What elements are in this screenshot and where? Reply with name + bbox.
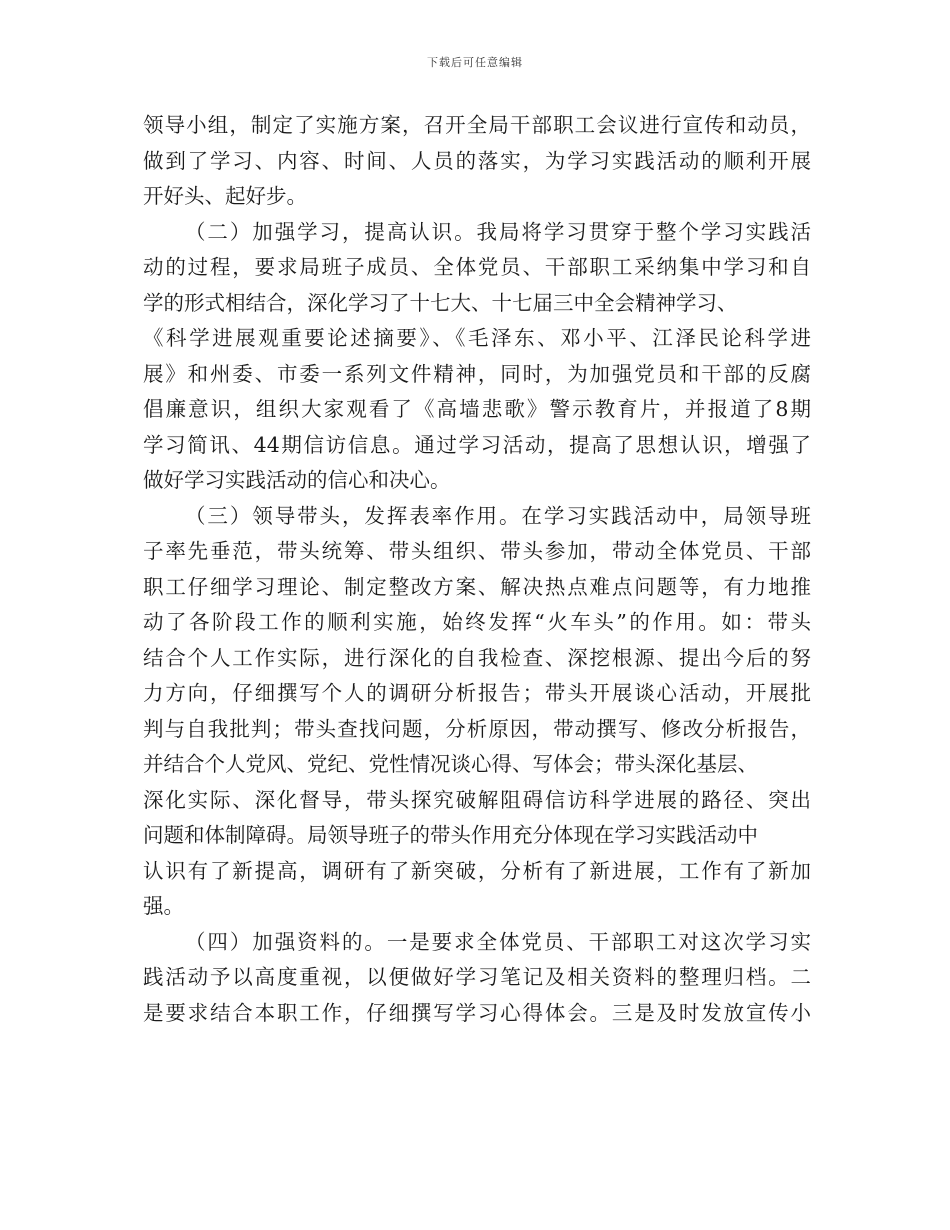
text-line: （四）加强资料的。一是要求全体党员、干部职工对这次学习实 — [185, 929, 811, 954]
document-body — [143, 108, 811, 1031]
text-line: 学习简讯、44期信访信息。通过学习活动，提高了思想认识，增强了 — [143, 432, 811, 457]
text-line: 并结合个人党风、党纪、党性情况谈心得、写体会；带头深化基层、 — [143, 752, 758, 776]
text-line: 《科学进展观重要论述摘要》、《毛泽东、邓小平、江泽民论科学进 — [143, 326, 811, 350]
paragraph-strengthen-study — [143, 215, 811, 499]
paragraph-strengthen-materials — [143, 925, 811, 1032]
text-line: 动了各阶段工作的顺利实施，始终发挥“火车头”的作用。如：带头 — [143, 610, 811, 634]
text-line: （二）加强学习，提高认识。我局将学习贯穿于整个学习实践活 — [185, 219, 811, 244]
text-line: 结合个人工作实际，进行深化的自我检查、深挖根源、提出今后的努 — [143, 645, 811, 670]
text-line: 做到了学习、内容、时间、人员的落实，为学习实践活动的顺利开展 — [143, 148, 811, 173]
text-line: 领导小组，制定了实施方案，召开全局干部职工会议进行宣传和动员， — [143, 113, 811, 137]
text-line: 深化实际、深化督导，带头探究破解阻碍信访科学进展的路径、突出 — [143, 787, 811, 812]
page-header: 下载后可任意编辑 — [427, 56, 523, 69]
paragraph-leadership-group — [143, 108, 811, 215]
text-line: 判与自我批判；带头查找问题，分析原因，带动撰写、修改分析报告， — [143, 716, 811, 741]
text-line: 倡廉意识，组织大家观看了《高墙悲歌》警示教育片，并报道了8期 — [143, 397, 811, 421]
text-line: 力方向，仔细撰写个人的调研分析报告；带头开展谈心活动，开展批 — [143, 681, 811, 705]
text-line: 认识有了新提高，调研有了新突破，分析有了新进展，工作有了新加 — [143, 858, 811, 883]
text-line: 问题和体制障碍。局领导班子的带头作用充分体现在学习实践活动中 — [143, 823, 758, 847]
paragraph-leaders-take-lead — [143, 499, 811, 925]
text-line: 学的形式相结合，深化学习了十七大、十七届三中全会精神学习、 — [143, 290, 738, 315]
text-line: 展》和州委、市委一系列文件精神，同时，为加强党员和干部的反腐 — [143, 361, 811, 386]
text-line: 强。 — [143, 894, 184, 918]
text-line: 做好学习实践活动的信心和决心。 — [143, 468, 451, 492]
text-line: 是要求结合本职工作，仔细撰写学习心得体会。三是及时发放宣传小 — [143, 1000, 811, 1025]
text-line: 开好头、起好步。 — [143, 184, 307, 208]
text-line: 职工仔细学习理论、制定整改方案、解决热点难点问题等，有力地推 — [143, 574, 811, 599]
text-line: （三）领导带头，发挥表率作用。在学习实践活动中，局领导班 — [185, 503, 811, 528]
text-line: 子率先垂范，带头统筹、带头组织、带头参加，带动全体党员、干部 — [143, 539, 811, 563]
text-line: 践活动予以高度重视，以便做好学习笔记及相关资料的整理归档。二 — [143, 965, 811, 989]
text-line: 动的过程，要求局班子成员、全体党员、干部职工采纳集中学习和自 — [143, 255, 811, 279]
